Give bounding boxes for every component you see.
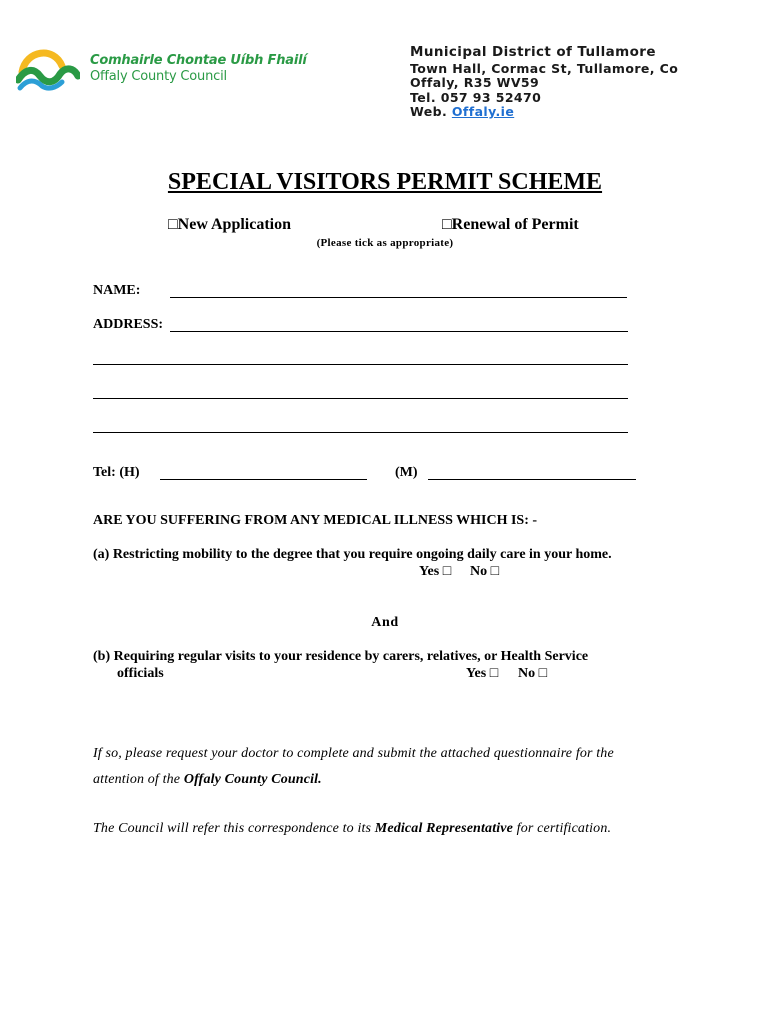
logo-english-name: Offaly County Council [90,69,227,84]
note-1-line-1: If so, please request your doctor to complete and submit the attached questionnaire for the [93,746,614,761]
phone-number: Tel. 057 93 52470 [410,90,542,105]
note-2-text-start: The Council will refer this correspondence to its [93,821,375,836]
address-line-2: Offaly, R35 WV59 [410,75,540,90]
tel-mobile-label: (M) [395,465,418,480]
tel-mobile-field[interactable] [428,479,636,480]
note-1-text: attention of the [93,772,184,787]
address-field-line-4[interactable] [93,432,628,433]
question-b-text-line-2: officials [117,666,164,681]
council-logo-icon [16,44,80,92]
web-line [410,104,514,119]
question-a-text: (a) Restricting mobility to the degree that you require ongoing daily care in your home. [93,547,612,562]
form-title: SPECIAL VISITORS PERMIT SCHEME [167,169,603,195]
office-title: Municipal District of Tullamore [410,44,656,60]
tel-home-label: Tel: (H) [93,465,140,480]
tel-home-field[interactable] [160,479,367,480]
question-b-no-checkbox[interactable]: No □ [518,666,548,681]
tick-note: (Please tick as appropriate) [316,237,454,249]
note-2-text-end: for certification. [513,821,612,836]
name-field[interactable] [170,297,627,298]
renewal-checkbox[interactable]: □Renewal of Permit [442,216,579,233]
address-field-line-2[interactable] [93,364,628,365]
new-application-checkbox[interactable]: □New Application [168,216,292,233]
address-label: ADDRESS: [93,317,164,332]
name-label: NAME: [93,283,141,298]
note-2 [93,821,611,837]
question-b-yes-checkbox[interactable]: Yes □ [466,666,499,681]
logo-irish-name: Comhairle Chontae Uíbh Fhailí [90,53,307,68]
address-field-line-3[interactable] [93,398,628,399]
address-field-line-1[interactable] [170,331,628,332]
question-a-no-checkbox[interactable]: No □ [470,564,500,579]
council-name-bold: Offaly County Council. [183,772,322,787]
question-b-text-line-1: (b) Requiring regular visits to your residence by carers, relatives, or Health Service [93,649,589,664]
medical-rep-bold: Medical Representative [374,821,513,836]
and-text: And [371,615,399,630]
address-line-1: Town Hall, Cormac St, Tullamore, Co [410,61,679,76]
note-1-line-2 [93,772,322,788]
website-link[interactable]: Offaly.ie [451,104,515,119]
medical-question: ARE YOU SUFFERING FROM ANY MEDICAL ILLNESS WHICH IS: - [93,513,538,528]
web-prefix: Web. [410,104,452,119]
question-a-yes-checkbox[interactable]: Yes □ [419,564,452,579]
